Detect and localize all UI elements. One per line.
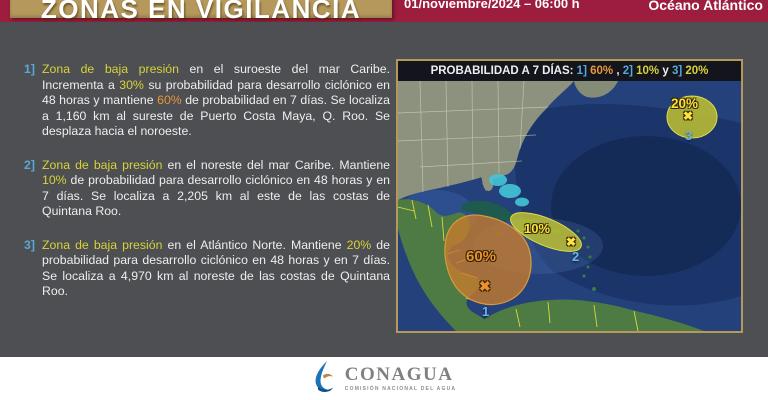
title-plate xyxy=(10,0,392,22)
bulletin-1-text: Zona de baja presión en el suroeste del mar Caribe. Incrementa a 30% su probabilidad para desarrollo ciclónico en 48 horas y mantiene 60% de probabilidad en 7 días. Se localiza a 1,160 km al sureste de Puerto Costa Maya, Q. Roo. Se desplaza hacia el noroeste. xyxy=(42,62,391,138)
region-text: Océano Atlántico xyxy=(648,0,763,13)
zone-2-number: 2 xyxy=(572,249,580,264)
header-bar xyxy=(0,0,768,22)
zone-2-probability-label: 10% xyxy=(524,221,551,236)
zone-3-probability-label: 20% xyxy=(671,96,699,111)
bulletin-list xyxy=(24,62,390,318)
zone-1-probability-label: 60% xyxy=(466,248,497,265)
content-panel xyxy=(0,22,768,357)
zone-1-x-marker-icon: ✖ xyxy=(479,278,491,294)
satellite-map xyxy=(398,81,741,331)
zone-2-x-marker-icon: ✖ xyxy=(566,235,577,249)
water-drop-icon xyxy=(312,360,338,397)
zone-3-number: 3 xyxy=(685,128,693,143)
map-panel xyxy=(396,59,743,333)
map-probability-header: PROBABILIDAD A 7 DÍAS: 1] 60% , 2] 10% y 3] 20% xyxy=(398,61,741,81)
bulletin-1 xyxy=(24,62,390,140)
bulletin-3-text: Zona de baja presión en el Atlántico Norte. Mantiene 20% de probabilidad para desarrollo ciclónico en 48 horas y en 7 días. Se localiza a 4,970 km al noreste de las costas de Quintana Roo. xyxy=(42,237,390,298)
conagua-logo xyxy=(312,360,456,397)
bulletin-2-text: Zona de baja presión en el noreste del mar Caribe. Mantiene 10% de probabilidad para desarrollo ciclónico en 48 horas y en 7 días. Se localiza a 2,205 km al este de las costas de Quintana Roo. xyxy=(42,157,390,218)
bulletin-3-number: 3] xyxy=(24,237,35,252)
page-title: ZONAS EN VIGILANCIA xyxy=(40,0,362,22)
bulletin-2 xyxy=(24,158,390,220)
org-name: CONAGUA xyxy=(344,364,454,385)
datetime-text: 01/noviembre/2024 – 06:00 h xyxy=(404,0,580,11)
bulletin-3 xyxy=(24,238,390,300)
bulletin-2-number: 2] xyxy=(24,157,35,172)
bulletin-1-number: 1] xyxy=(24,62,35,76)
footer-bar xyxy=(0,357,768,400)
zone-3-x-marker-icon: ✖ xyxy=(683,109,694,123)
zone-1-number: 1 xyxy=(482,304,490,319)
org-subtitle: COMISIÓN NACIONAL DEL AGUA xyxy=(344,386,457,392)
